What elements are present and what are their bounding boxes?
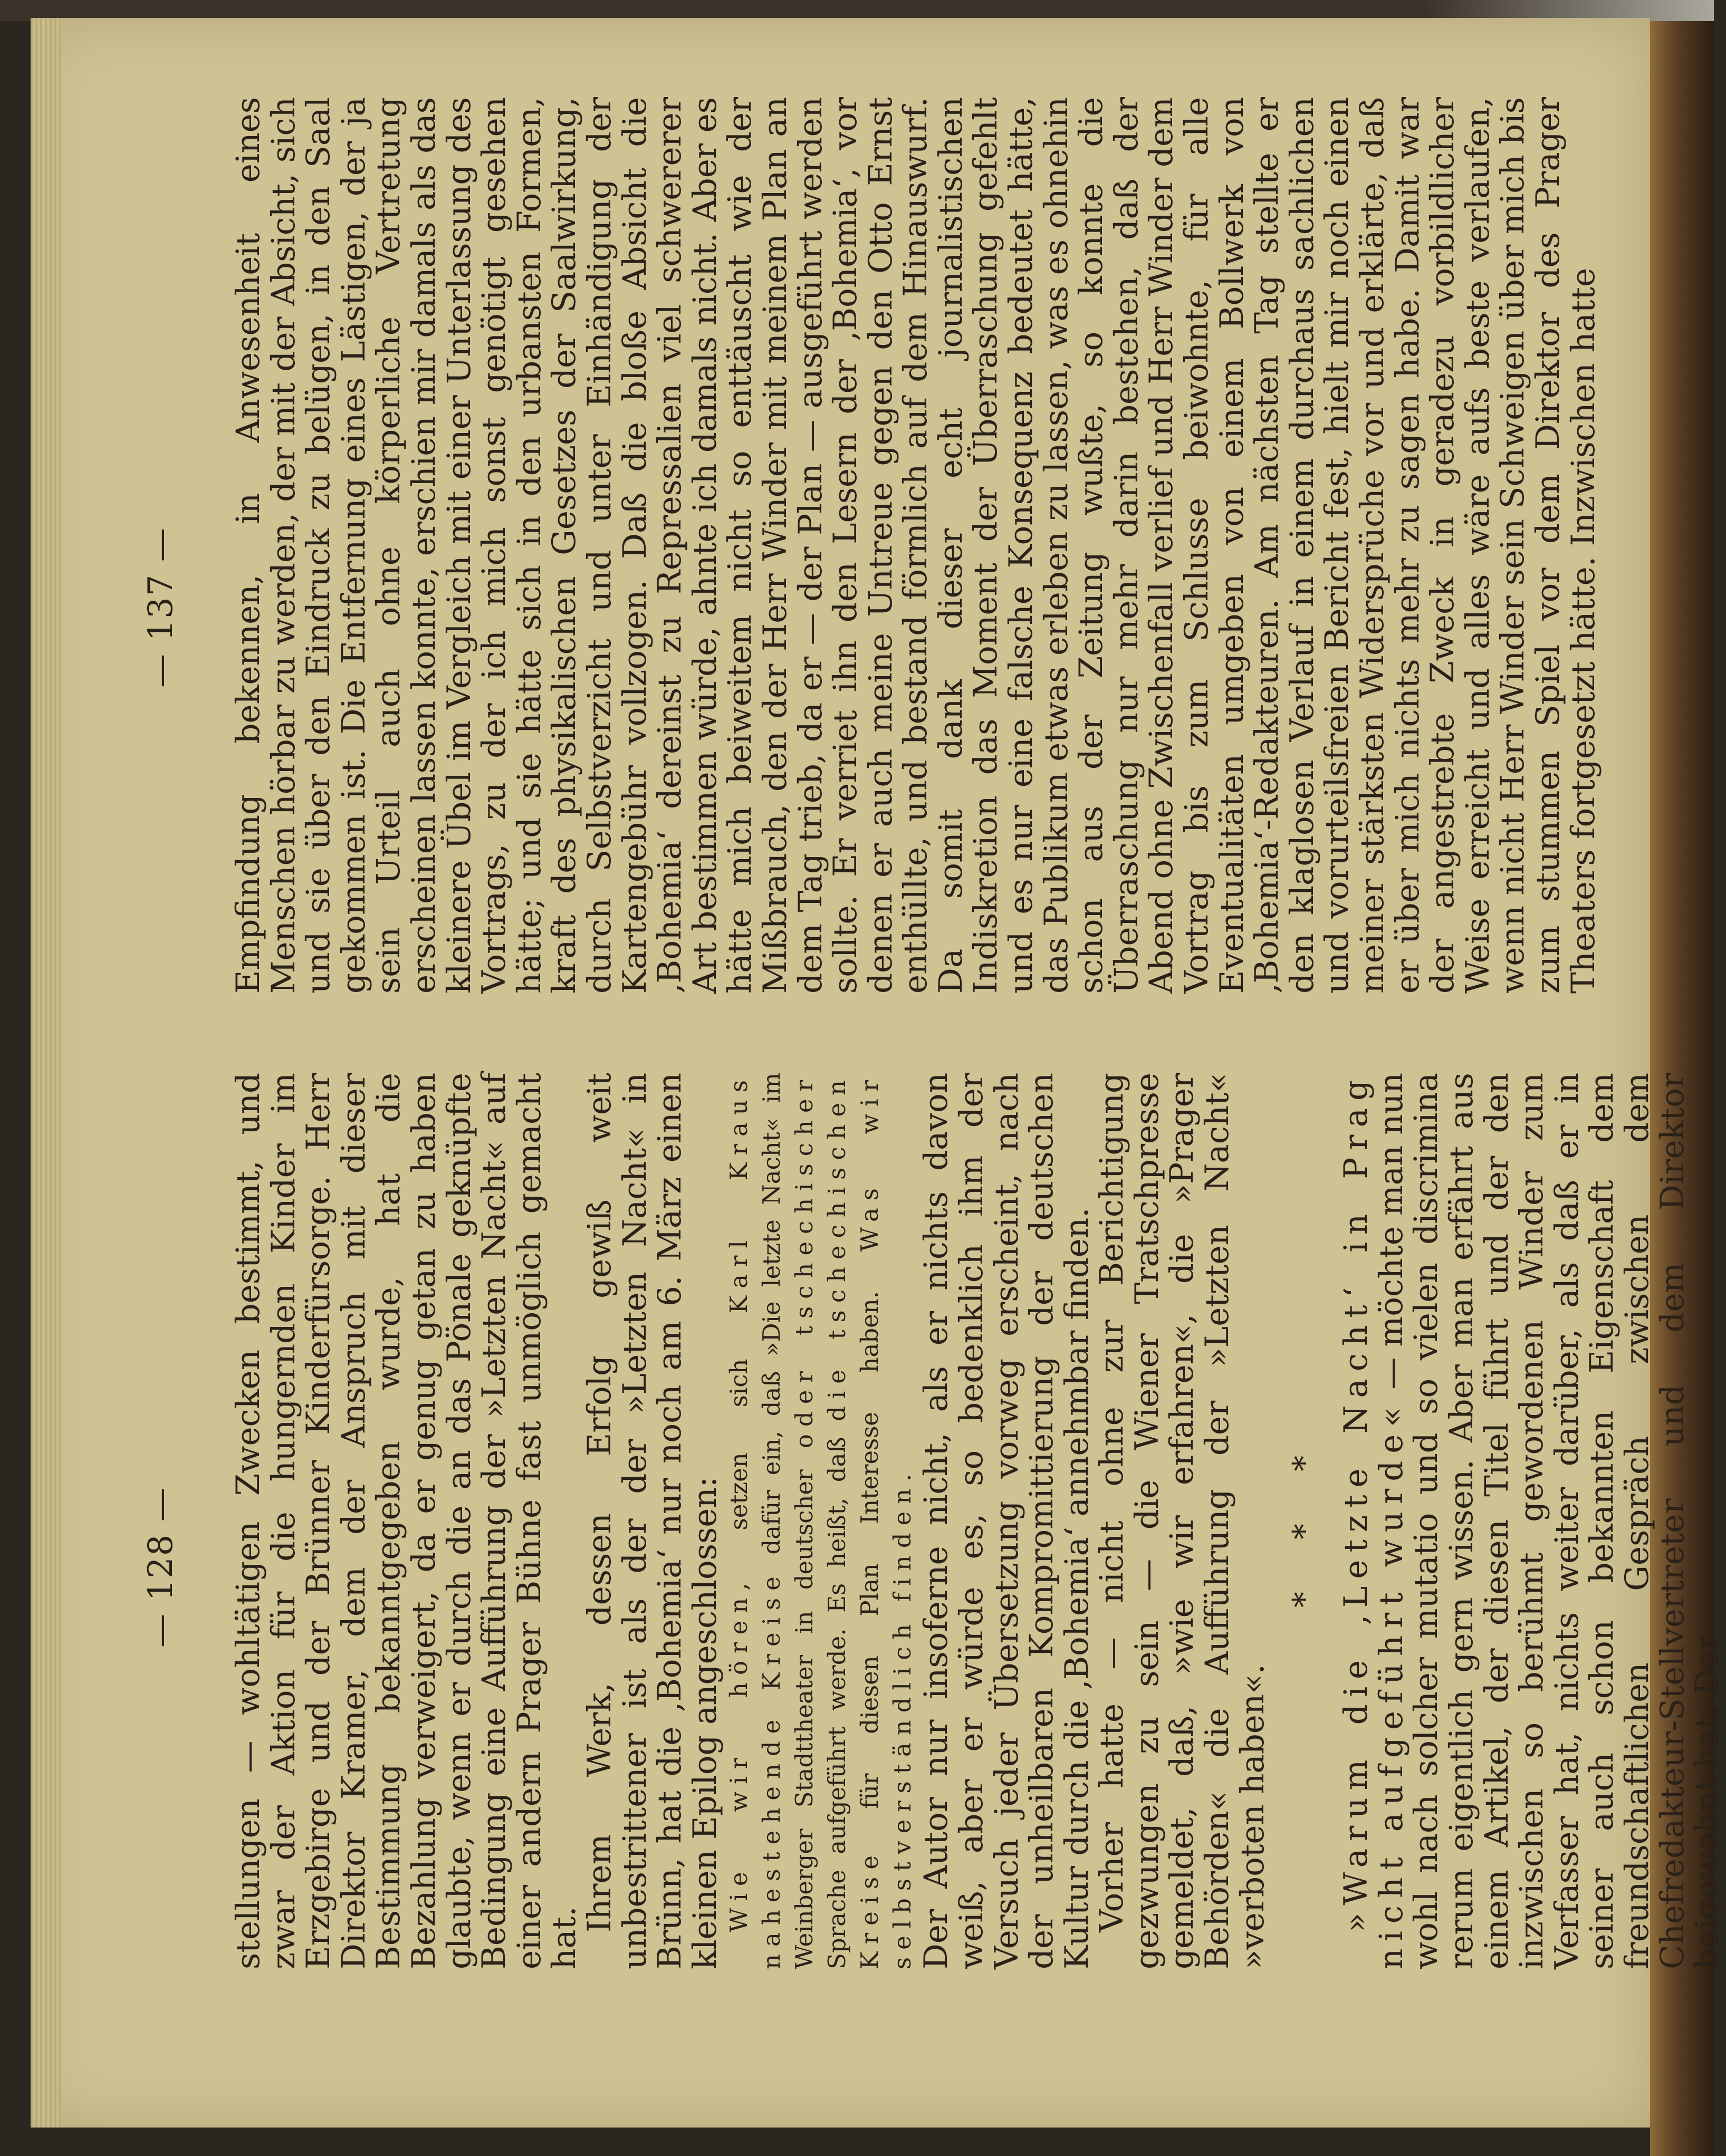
left-paragraph-2: Ihrem Werk, dessen Erfolg gewiß weit unbestrittener ist als der der »Letzten Nacht« in Brünn, hat die ‚Bohemia‘ nur noch am 6. März einen kleinen Epilog angeschlossen: xyxy=(580,1073,724,1969)
quote-text-1: setzen sich xyxy=(725,1313,753,1576)
right-paragraph: Empfindung bekennen, in Anwesenheit eines Menschen hörbar zu werden, der mit der Absicht, sich und sie über den Eindruck zu belügen, in den Saal gekommen ist. Die Entfernung eines Lästigen, der ja sein Urteil auch ohne körperliche Vertretung erscheinen lassen konnte, erschien mir damals als das kleinere Übel im Vergleich mit einer Unterlassung des Vortrags, zu der ich mich sonst genötigt gesehen hätte; und sie hätte sich in den urbansten Formen, kraft des physikalischen Gesetzes der Saalwirkung, durch Selbstverzicht und unter Einhändigung der Kartengebühr vollzogen. Daß die bloße Absicht die ‚Bohemia‘ dereinst zu Repressalien viel schwererer Art bestimmen würde, ahnte ich damals nicht. Aber es hätte mich beiweitem nicht so enttäuscht wie der Mißbrauch, den der Herr Winder mit meinem Plan an dem Tag trieb, da er — der Plan — ausgeführt werden sollte. Er verriet ihn den Lesern der ‚Bohemia‘, vor denen er auch meine Untreue gegen den Otto Ernst enthüllte, und bestand förmlich auf dem Hinauswurf. Da somit dank dieser echt journalistischen Indiskretion das Moment der Überraschung gefehlt und es nur eine falsche Konsequenz bedeutet hätte, das Publikum etwas erleben zu lassen, was es ohnehin schon aus der Zeitung wußte, so konnte die Überraschung nur mehr darin bestehen, daß der Abend ohne Zwischenfall verlief und Herr Winder dem Vortrag bis zum Schlusse beiwohnte, für alle Eventualitäten umgeben von einem Bollwerk von ‚Bohemia‘-Redakteuren. Am nächsten Tag stellte er den klaglosen Verlauf in einem durchaus sachlichen und vorurteilsfreien Bericht fest, hielt mir noch einen meiner stärksten Widersprüche vor und erklärte, daß er über mich nichts mehr zu sagen habe. Damit war der angestrebte Zweck in geradezu vorbildlicher Weise erreicht und alles wäre aufs beste verlaufen, wenn nicht Herr Winder sein Schweigen über mich bis zum stummen Spiel vor dem Direktor des Prager Theaters fortgesetzt hätte. Inzwischen hatte xyxy=(229,97,1602,994)
quote-spaced-1: Karl Kraus nahestehende Kreise xyxy=(725,1073,786,1969)
left-page-column xyxy=(231,1073,1725,1969)
closing-spaced-title: »Warum die ‚Letzte Nacht‘ in Prag nicht aufgeführt wurde« xyxy=(1337,1073,1410,1969)
quote-text-3: Sprache aufgeführt werde. Es heißt, daß xyxy=(823,1421,851,1969)
quote-spaced-2: oder tschechischer xyxy=(790,1073,819,1449)
page-number-137: — 137 — xyxy=(141,527,180,688)
right-page-column xyxy=(231,97,1601,994)
quote-text-2: dafür ein, daß »Die letzte Nacht« im Weinberger Stadttheater in deutscher xyxy=(757,1073,819,1969)
closing-text: — möchte man nun wohl nach solcher mutatio und so vielen discrimina rerum eigentlich gern wissen. Aber man erfährt aus einem Artikel, der diesen Titel führt und der den inzwischen so berühmt gewordenen Winder zum Verfasser hat, nichts weiter darüber, als daß er in seiner auch schon bekannten Eigenschaft dem freundschaftlichen Gespräch zwischen dem Chefredakteur-Stellvertreter und dem Direktor beigewohnt hat. Der xyxy=(1372,1073,1726,1969)
rotated-book-spread xyxy=(31,18,1726,2128)
left-closing-paragraph xyxy=(1339,1073,1725,1969)
quote-spaced-3: die tschechischen Kreise xyxy=(823,1073,884,1969)
bohemia-quote xyxy=(723,1073,919,1969)
left-paragraph-1: stellungen — wohltätigen Zwecken bestimmt, und zwar der Aktion für die hungernden Kinder im Erzgebirge und der Brünner Kinderfürsorge. Herr Direktor Kramer, dem der Anspruch mit dieser Bestimmung bekanntgegeben wurde, hat die Bezahlung verweigert, da er genug getan zu haben glaubte, wenn er durch die an das Pönale geknüpfte Bedingung eine Aufführung der »Letzten Nacht« auf einer andern Prager Bühne fast unmöglich gemacht hat. xyxy=(229,1073,583,1969)
left-paragraph-3: Der Autor nur insoferne nicht, als er nichts davon weiß, aber er würde es, so bedenklich ihm der Versuch jeder Übersetzung vorweg erscheint, nach der unheilbaren Kompromittierung der deutschen Kultur durch die ‚Bohemia‘ annehmbar finden. xyxy=(917,1073,1096,1969)
section-separator-stars: * * * xyxy=(1286,1434,1324,1608)
quote-text-4: für diesen Plan Interesse haben. xyxy=(856,1252,884,1849)
page-number-128: — 128 — xyxy=(141,1487,180,1648)
quote-spaced-4: Was wir selbstverständlich finden. xyxy=(856,1073,917,1969)
left-paragraph-4: Vorher hatte — nicht ohne zur Berichtigung gezwungen zu sein — die Wiener Tratschpresse gemeldet, daß, »wie wir erfahren«, die »Prager Behörden« die Aufführung der »Letzten Nacht« »verboten haben«. xyxy=(1093,1073,1271,1969)
quote-lead: Wie wir hören, xyxy=(725,1575,753,1932)
